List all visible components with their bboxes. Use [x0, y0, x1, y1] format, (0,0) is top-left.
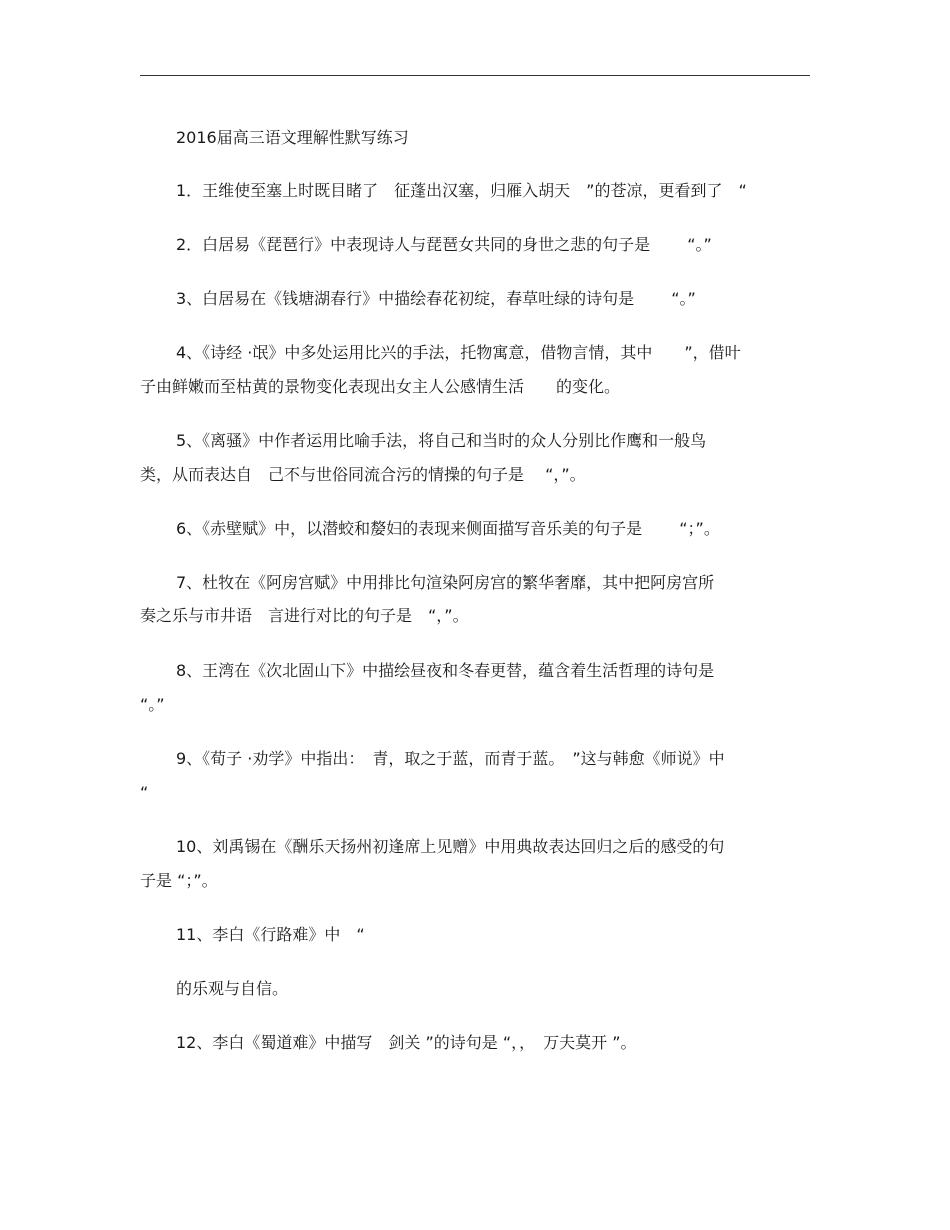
question-8: 8、王湾在《次北固山下》中描绘昼夜和冬春更替，蕴含着生活哲理的诗句是 — [176, 661, 715, 680]
question-7-continued: 奏之乐与市井语 言进行对比的句子是 “，”。 — [140, 606, 469, 625]
question-11-continued: 的乐观与自信。 — [176, 979, 289, 998]
question-9-continued: “ — [140, 783, 149, 802]
header-rule — [140, 75, 810, 76]
question-4-continued: 子由鲜嫩而至枯黄的景物变化表现出女主人公感情生活 的变化。 — [140, 377, 621, 396]
question-10: 10、刘禹锡在《酬乐天扬州初逢席上见赠》中用典故表达回归之后的感受的句 — [176, 837, 725, 856]
question-5-continued: 类，从而表达自 己不与世俗同流合污的情操的句子是 “，”。 — [140, 465, 586, 484]
question-7: 7、杜牧在《阿房宫赋》中用排比句渲染阿房宫的繁华奢靡，其中把阿房宫所 — [176, 573, 715, 592]
document-title: 2016届高三语文理解性默写练习 — [176, 128, 409, 147]
question-8-continued: “。” — [140, 695, 165, 714]
question-1: 1．王维使至塞上时既目睹了 征蓬出汉塞，归雁入胡天 ”的苍凉，更看到了 “ — [176, 181, 747, 200]
question-6: 6、《赤壁赋》中，以潜蛟和嫠妇的表现来侧面描写音乐美的句子是 “；”。 — [176, 519, 720, 538]
question-12: 12、李白《蜀道难》中描写 剑关 ”的诗句是 “，， 万夫莫开 ”。 — [176, 1033, 637, 1052]
question-4: 4、《诗经 ·氓》中多处运用比兴的手法，托物寓意，借物言情，其中 ”，借叶 — [176, 343, 741, 362]
question-2: 2．白居易《琵琶行》中表现诗人与琵琶女共同的身世之悲的句子是 “。” — [176, 235, 712, 254]
question-9: 9、《荀子 ·劝学》中指出： 青，取之于蓝，而青于蓝。 ”这与韩愈《师说》中 — [176, 749, 725, 768]
question-5: 5、《离骚》中作者运用比喻手法，将自己和当时的众人分别比作鹰和一般鸟 — [176, 431, 707, 450]
question-3: 3、白居易在《钱塘湖春行》中描绘春花初绽，春草吐绿的诗句是 “。” — [176, 289, 696, 308]
question-11: 11、李白《行路难》中 “ — [176, 925, 365, 944]
question-10-continued: 子是 “；”。 — [140, 871, 218, 890]
